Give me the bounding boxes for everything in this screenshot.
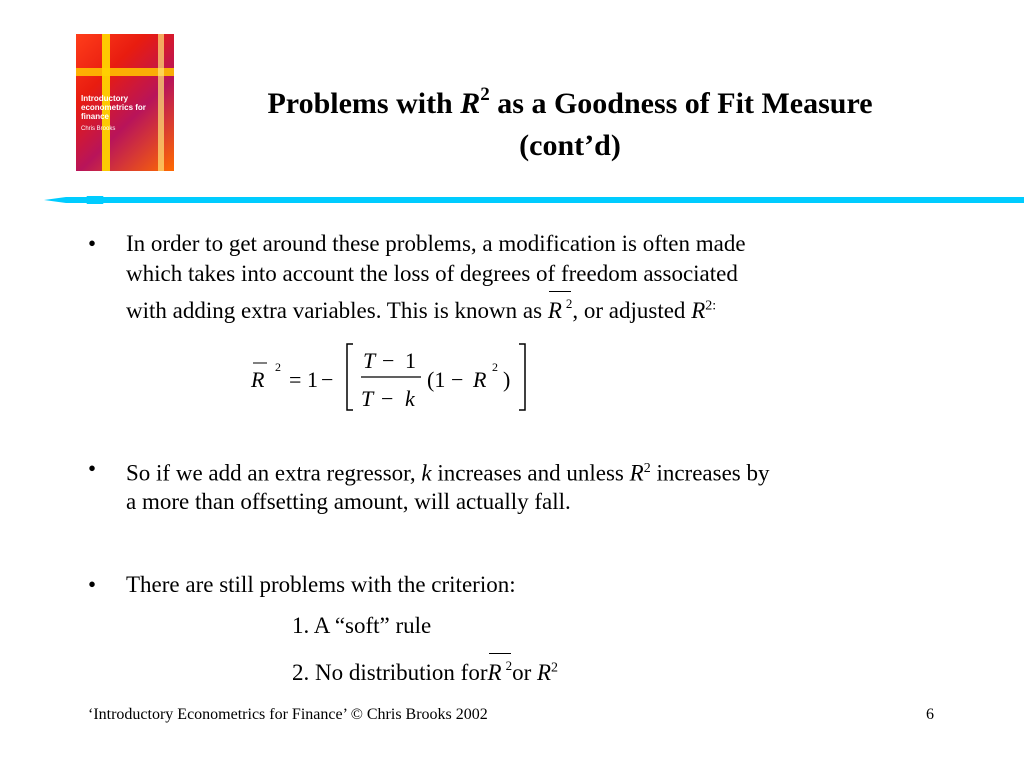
- r-bar-squared-symbol: R $^2$: [548, 288, 573, 326]
- bullet-1-line-3: with adding extra variables. This is known as R $^2$, or adjusted $R^{2:}$: [126, 288, 716, 326]
- book-cover-title: Introductory econometrics for finance: [81, 94, 146, 121]
- svg-text:−: −: [321, 367, 334, 392]
- svg-text:−: −: [451, 367, 464, 392]
- svg-text:T: T: [363, 348, 376, 373]
- bullet-2-line-1: So if we add an extra regressor, k increases and unless $R^2$ increases by: [126, 460, 770, 486]
- r-bar-squared-symbol: R $^2$: [488, 650, 513, 688]
- page-number: 6: [926, 706, 934, 723]
- svg-text:1: 1: [405, 348, 416, 373]
- svg-text:−: −: [381, 386, 394, 411]
- criterion-item-1: 1. A “soft” rule: [292, 613, 432, 638]
- slide-title-line1: Problems with $R^2$ as a Goodness of Fit Measure: [267, 84, 873, 120]
- adjusted-r-squared-formula: [245, 340, 545, 420]
- svg-text:): ): [503, 367, 511, 392]
- book-cover-author: Chris Brooks: [81, 126, 116, 132]
- svg-text:R: R: [473, 367, 487, 392]
- svg-text:2: 2: [275, 360, 281, 374]
- bullet-marker: •: [88, 456, 97, 481]
- slide-title-line2: (cont’d): [519, 129, 621, 162]
- svg-text:T: T: [361, 386, 374, 411]
- footer-copyright: ‘Introductory Econometrics for Finance’ © Chris Brooks 2002: [88, 706, 488, 723]
- svg-text:(1: (1: [427, 367, 446, 392]
- svg-text:2: 2: [492, 360, 498, 374]
- bullet-3-text: There are still problems with the criterion:: [126, 572, 516, 597]
- svg-text:=: =: [289, 367, 302, 392]
- criterion-item-2: 2. No distribution for R $^2$or $R^2$: [292, 650, 558, 688]
- bullet-marker: •: [88, 572, 97, 597]
- svg-text:−: −: [382, 348, 395, 373]
- svg-text:k: k: [405, 386, 415, 411]
- bullet-2-line-2: a more than offsetting amount, will actually fall.: [126, 489, 571, 514]
- bullet-1-line-1: In order to get around these problems, a modification is often made: [126, 231, 746, 256]
- bullet-marker: •: [88, 231, 97, 256]
- bullet-1-line-2: which takes into account the loss of degrees of freedom associated: [126, 261, 738, 286]
- svg-text:1: 1: [307, 367, 318, 392]
- formula-r: R: [251, 367, 265, 392]
